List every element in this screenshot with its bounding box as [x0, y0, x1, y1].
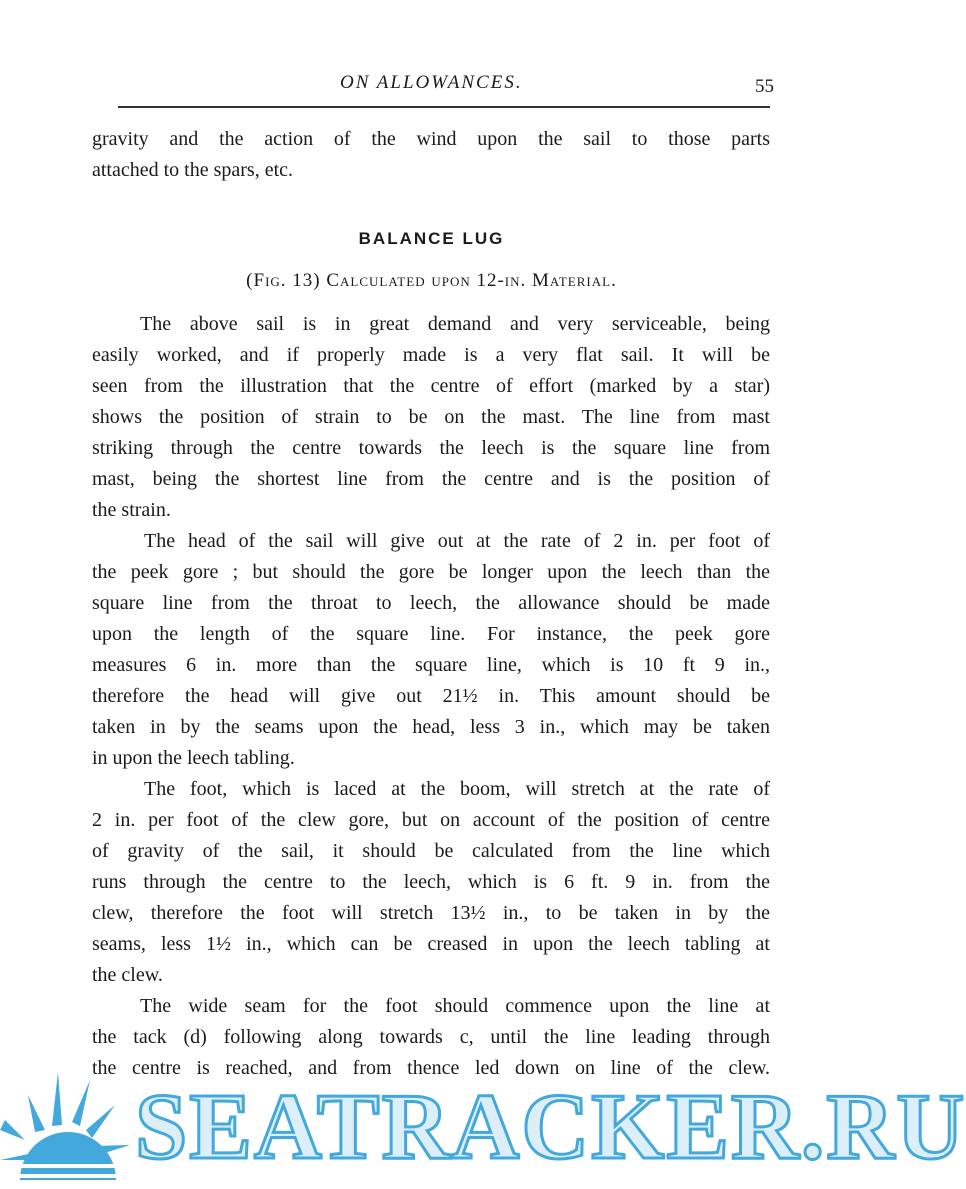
body-line: the clew.	[92, 964, 163, 986]
body-line: The foot, which is laced at the boom, will stretch at the rate of	[144, 778, 770, 800]
body-line: easily worked, and if properly made is a very flat sail. It will be	[92, 344, 770, 366]
section-title: BALANCE LUG	[358, 229, 505, 248]
body-line: mast, being the shortest line from the centre and is the position of	[92, 468, 770, 490]
body-line: upon the length of the square line. For instance, the peek gore	[92, 623, 770, 645]
body-line: striking through the centre towards the leech is the square line from	[92, 437, 770, 459]
header-rule	[118, 106, 770, 108]
body-line: in upon the leech tabling.	[92, 747, 295, 769]
body-line: the tack (d) following along towards c, until the line leading through	[92, 1026, 770, 1048]
body-line: 2 in. per foot of the clew gore, but on account of the position of centre	[92, 809, 770, 831]
body-line: The wide seam for the foot should commence upon the line at	[140, 995, 770, 1017]
body-line: attached to the spars, etc.	[92, 159, 294, 181]
body-line: the strain.	[92, 499, 171, 521]
body-line: the peek gore ; but should the gore be longer upon the leech than the	[92, 561, 770, 583]
body-line: runs through the centre to the leech, which is 6 ft. 9 in. from the	[92, 871, 770, 893]
body-line: shows the position of strain to be on the mast. The line from mast	[92, 406, 770, 428]
body-line: therefore the head will give out 21½ in. This amount should be	[92, 685, 770, 707]
body-line: of gravity of the sail, it should be calculated from the line which	[92, 840, 770, 862]
body-line: seams, less 1½ in., which can be creased in upon the leech tabling at	[92, 933, 770, 955]
body-line: measures 6 in. more than the square line, which is 10 ft 9 in.,	[92, 654, 770, 676]
body-line: gravity and the action of the wind upon the sail to those parts	[92, 128, 770, 150]
body-line: taken in by the seams upon the head, less 3 in., which may be taken	[92, 716, 770, 738]
body-line: the centre is reached, and from thence led down on line of the clew.	[92, 1057, 770, 1079]
body-line: seen from the illustration that the centre of effort (marked by a star)	[92, 375, 770, 397]
watermark-text: SEATRACKER.RU	[135, 1075, 966, 1179]
section-subtitle: (Fig. 13) Calculated upon 12-in. Material.	[246, 270, 617, 291]
body-line: square line from the throat to leech, the allowance should be made	[92, 592, 770, 614]
body-line: The head of the sail will give out at the rate of 2 in. per foot of	[144, 530, 770, 552]
running-head: ON ALLOWANCES.	[340, 72, 523, 93]
page-number: 55	[755, 76, 774, 97]
body-line: The above sail is in great demand and very serviceable, being	[140, 313, 770, 335]
body-line: clew, therefore the foot will stretch 13½ in., to be taken in by the	[92, 902, 770, 924]
